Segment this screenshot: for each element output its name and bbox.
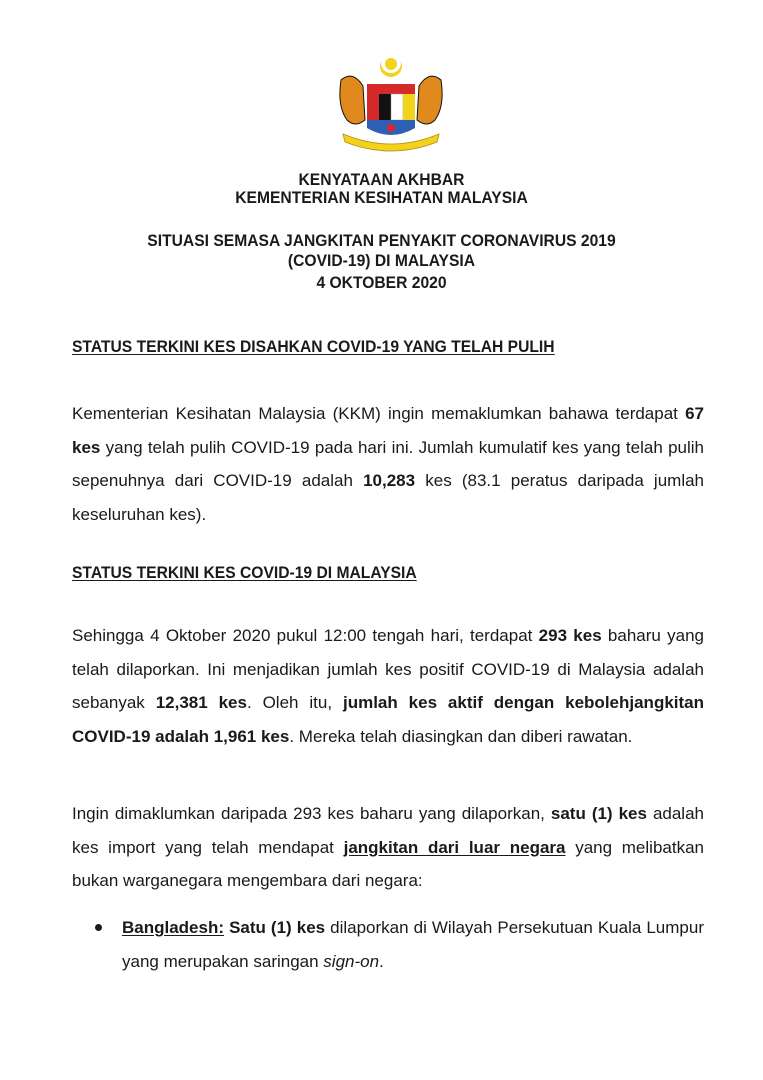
document-title-line1: SITUASI SEMASA JANGKITAN PENYAKIT CORONAVIRUS 2019: [147, 231, 616, 250]
text: Kementerian Kesihatan Malaysia (KKM) ingin memaklumkan bahawa terdapat: [72, 404, 686, 423]
import-cases-paragraph: [72, 797, 704, 898]
new-cases-count: 293 kes: [538, 626, 602, 645]
status-paragraph: [72, 619, 704, 753]
list-item-text: [122, 911, 704, 978]
case-count: Satu (1) kes: [229, 918, 326, 937]
press-release-label: KENYATAAN AKHBAR: [298, 170, 465, 189]
text: yang telah pulih COVID-19 pada hari ini. Jumlah kumulatif kes yang telah pulih sepenuhnya dari COVID-19 adalah: [72, 437, 704, 491]
recovered-paragraph: [72, 397, 704, 531]
section-heading-status: STATUS TERKINI KES COVID-19 DI MALAYSIA: [72, 563, 417, 582]
ministry-name: KEMENTERIAN KESIHATAN MALAYSIA: [235, 188, 528, 207]
italic-term: sign-on: [323, 951, 380, 971]
bullet-icon: [95, 924, 102, 931]
import-case-count: satu (1) kes: [550, 804, 647, 823]
text: . Oleh itu,: [246, 693, 343, 713]
recovered-today-count: 67 kes: [72, 404, 704, 457]
text: Ingin dimaklumkan daripada 293 kes baharu yang dilaporkan,: [72, 804, 551, 823]
cumulative-recovered-count: 10,283: [363, 471, 416, 491]
text: Sehingga 4 Oktober 2020 pukul 12:00 tengah hari, terdapat: [72, 626, 539, 645]
overseas-infection-label: jangkitan dari luar negara: [343, 837, 566, 857]
text: . Mereka telah diasingkan dan diberi rawatan.: [289, 726, 633, 746]
text: kes (83.1 peratus daripada jumlah keseluruhan kes).: [72, 471, 705, 524]
total-cases-count: 12,381 kes: [155, 693, 247, 713]
text: adalah kes import yang telah mendapat: [72, 804, 704, 857]
active-cases-statement: jumlah kes aktif dengan kebolehjangkitan COVID-19 adalah 1,961 kes: [72, 693, 705, 746]
section-heading-recovered: STATUS TERKINI KES DISAHKAN COVID-19 YANG TELAH PULIH: [72, 337, 555, 356]
text: baharu yang telah dilaporkan. Ini menjadikan jumlah kes positif COVID-19 di Malaysia adalah sebanyak: [72, 626, 704, 713]
document-date: 4 OKTOBER 2020: [316, 273, 447, 292]
text: yang melibatkan bukan warganegara mengembara dari negara:: [72, 837, 704, 891]
malaysia-coat-of-arms-icon: [333, 50, 449, 158]
document-title-line2: (COVID-19) DI MALAYSIA: [287, 251, 476, 270]
text: .: [379, 951, 384, 971]
text: dilaporkan di Wilayah Persekutuan Kuala Lumpur yang merupakan saringan: [122, 918, 704, 971]
country-label: Bangladesh:: [122, 918, 225, 937]
